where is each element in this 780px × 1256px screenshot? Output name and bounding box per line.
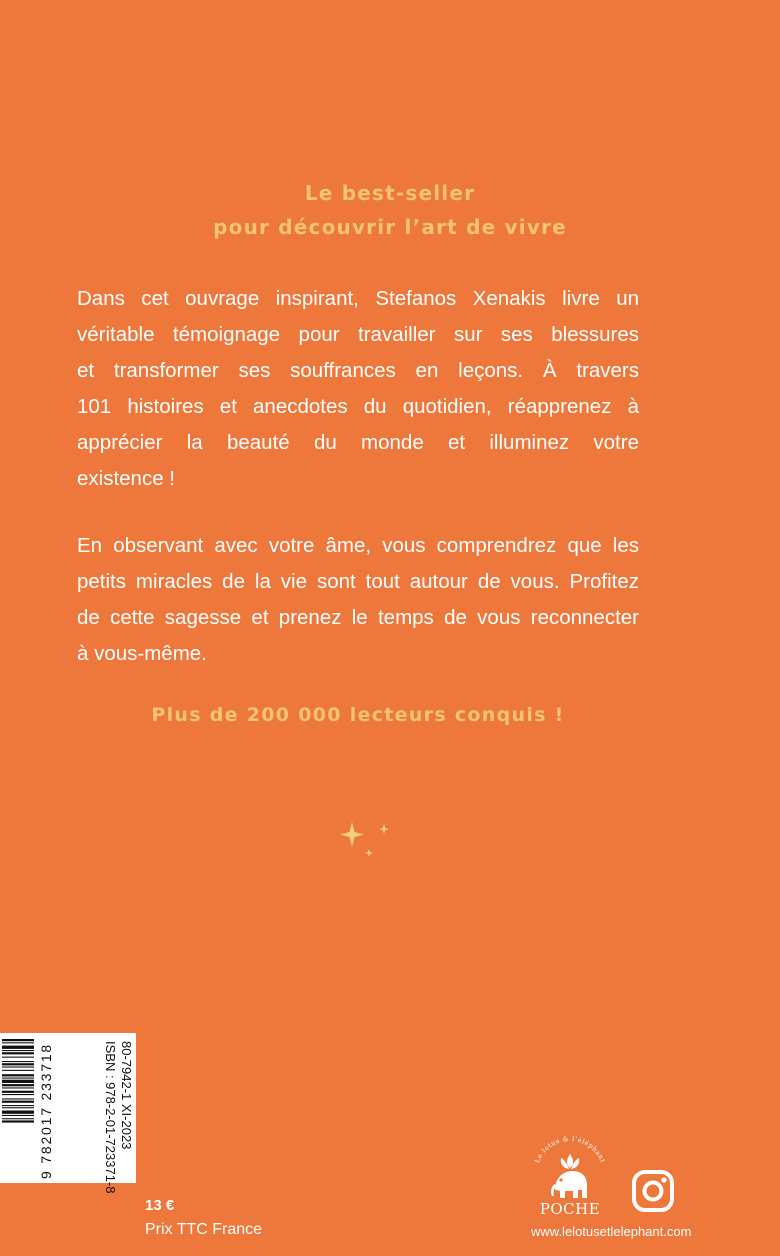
barcode-icon	[2, 1039, 34, 1177]
crescent-moon-icon	[286, 816, 430, 940]
text-line: petits miracles de la vie sont tout autour de vous. Profitez	[77, 570, 639, 593]
tagline-line-1: Le best-seller	[304, 181, 476, 205]
tagline-line-2: pour découvrir l’art de vivre	[213, 215, 567, 239]
isbn-block	[102, 1041, 134, 1193]
text-line: En observant avec votre âme, vous comprendrez que les	[77, 534, 639, 557]
readers-highlight: Plus de 200 000 lecteurs conquis !	[151, 704, 565, 726]
description-paragraph-1	[77, 281, 639, 497]
price-value: 13 €	[145, 1197, 175, 1214]
barcode-digits: 9 782017 233718	[38, 1043, 54, 1179]
price-label: Prix TTC France	[145, 1221, 263, 1238]
text-line: 101 histoires et anecdotes du quotidien, réapprenez à	[77, 395, 639, 418]
tagline	[0, 176, 780, 244]
price-block	[145, 1194, 262, 1242]
publisher-arc-text: Le lotus & l’éléphant	[533, 1134, 607, 1165]
publisher-website-link[interactable]: www.lelotusetlelephant.com	[531, 1224, 692, 1239]
text-line: Dans cet ouvrage inspirant, Stefanos Xenakis livre un	[77, 287, 639, 310]
text-line: de cette sagesse et prenez le temps de vous reconnecter	[77, 606, 639, 629]
text-line: et transformer ses souffrances en leçons. À travers	[77, 359, 639, 382]
text-line: à vous-même.	[77, 642, 207, 665]
instagram-icon[interactable]	[631, 1169, 675, 1213]
catalog-line: 80-7942-1 XI-2023	[119, 1041, 134, 1150]
text-line: apprécier la beauté du monde et illuminez votre	[77, 431, 639, 454]
publisher-series: POCHE	[539, 1200, 601, 1218]
isbn-line: ISBN : 978-2-01-723371-8	[103, 1041, 118, 1194]
text-line: véritable témoignage pour travailler sur ses blessures	[77, 323, 639, 346]
description-paragraph-2	[77, 528, 639, 672]
barcode-label	[0, 1033, 136, 1194]
text-line: existence !	[77, 467, 175, 490]
